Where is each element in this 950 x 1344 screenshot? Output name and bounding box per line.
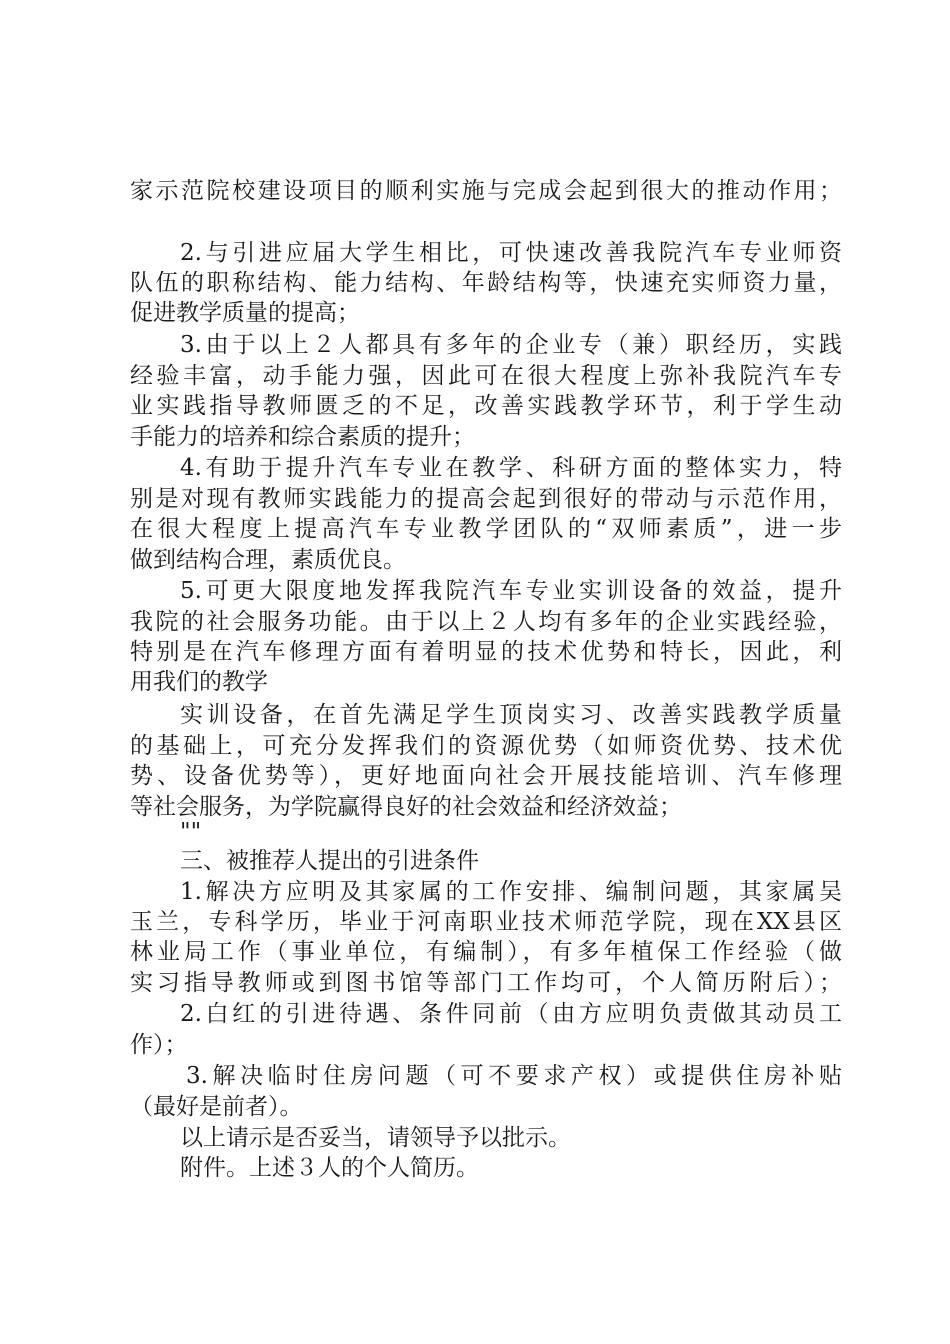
text-line: （最好是前者）。 (130, 1094, 303, 1120)
text-line: 3.解决临时住房问题（可不要求产权）或提供住房补贴 (186, 1063, 842, 1089)
text-line: 势、设备优势等），更好地面向社会开展技能培训、汽车修理 (130, 763, 842, 789)
text-line: 做到结构合理，素质优良。 (130, 547, 406, 573)
text-line: 手能力的培养和综合素质的提升； (130, 424, 475, 450)
text-line: 玉兰，专科学历，毕业于河南职业技术师范学院，现在XX县区 (130, 909, 842, 935)
text-line: 等社会服务，为学院赢得良好的社会效益和经济效益； (130, 794, 682, 820)
text-line: 实习指导教师或到图书馆等部门工作均可，个人简历附后）； (130, 970, 842, 996)
section-heading: 三、被推荐人提出的引进条件 (180, 848, 479, 874)
text-line: 的基础上，可充分发挥我们的资源优势（如师资优势、技术优 (130, 733, 842, 759)
text-line: 别是对现有教师实践能力的提高会起到很好的带动与示范作用， (130, 486, 842, 512)
text-line: 5.可更大限度地发挥我院汽车专业实训设备的效益，提升 (180, 578, 842, 604)
text-line: 2.白红的引进待遇、条件同前（由方应明负责做其动员工 (180, 1001, 842, 1027)
text-line: 我院的社会服务功能。由于以上２人均有多年的企业实践经验， (130, 609, 842, 635)
text-line: 作）； (130, 1032, 188, 1058)
text-line: 促进教学质量的提高； (130, 300, 360, 326)
text-line: 以上请示是否妥当，请领导予以批示。 (180, 1125, 571, 1151)
text-line: 队伍的职称结构、能力结构、年龄结构等，快速充实师资力量， (130, 270, 842, 296)
text-line: 用我们的教学 (130, 669, 268, 695)
text-line: 1.解决方应明及其家属的工作安排、编制问题，其家属吴 (180, 879, 842, 905)
text-line: 3.由于以上２人都具有多年的企业专（兼）职经历，实践 (180, 332, 842, 358)
text-line: 家示范院校建设项目的顺利实施与完成会起到很大的推动作用； (130, 178, 842, 204)
text-line: 业实践指导教师匮乏的不足，改善实践教学环节，利于学生动 (130, 393, 842, 419)
text-line: 经验丰富，动手能力强，因此可在很大程度上弥补我院汽车专 (130, 363, 842, 389)
text-line: 4.有助于提升汽车专业在教学、科研方面的整体实力，特 (180, 455, 842, 481)
text-line: 林业局工作（事业单位，有编制），有多年植保工作经验（做 (130, 939, 842, 965)
text-line: "" (180, 819, 202, 845)
text-line: 附件。上述３人的个人简历。 (180, 1155, 479, 1181)
text-line: 2.与引进应届大学生相比，可快速改善我院汽车专业师资 (180, 240, 842, 266)
text-line: 特别是在汽车修理方面有着明显的技术优势和特长，因此，利 (130, 639, 842, 665)
text-line: 实训设备，在首先满足学生顶岗实习、改善实践教学质量 (180, 702, 842, 728)
text-line: 在很大程度上提高汽车专业教学团队的“双师素质”，进一步 (130, 516, 842, 542)
